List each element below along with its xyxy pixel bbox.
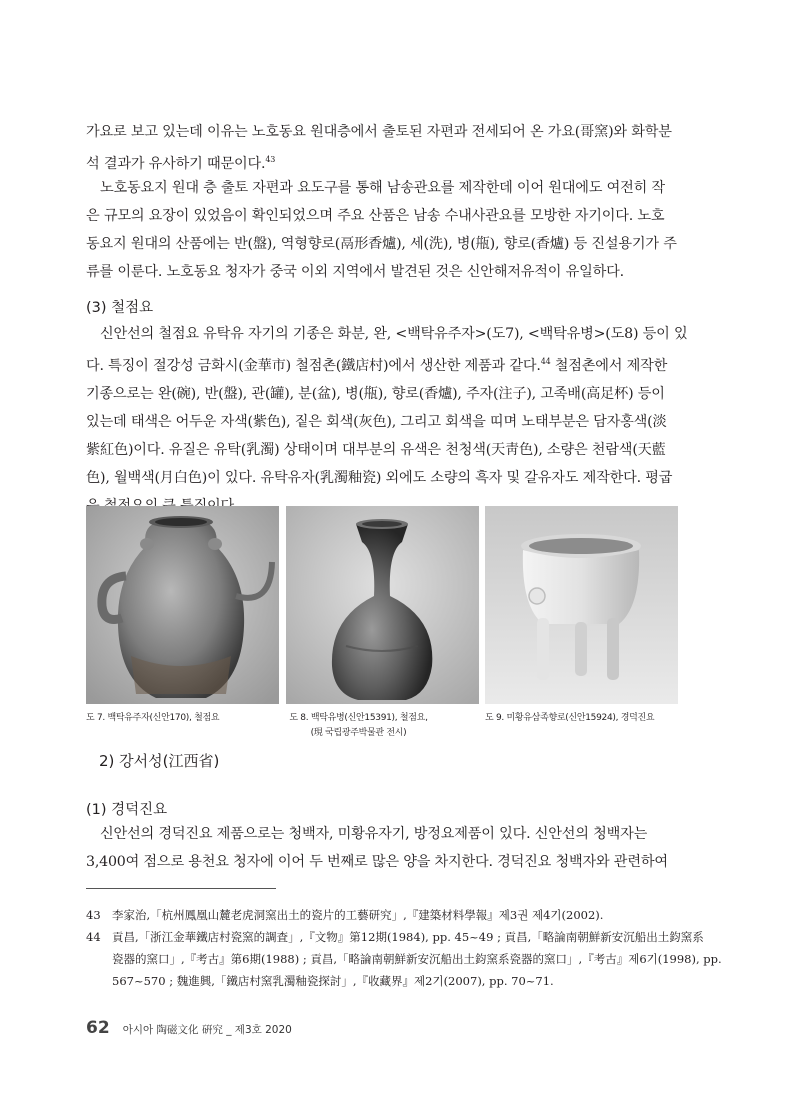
- footnote-43: [86, 904, 726, 926]
- text-line: 은 규모의 요장이 있었음이 확인되었으며 주요 산품은 남송 수내사관요를 모방한 자기이다. 노호: [86, 208, 665, 224]
- footnote-number: 43: [86, 908, 101, 922]
- text-line: 3,400여 점으로 용천요 청자에 이어 두 번째로 많은 양을 차지한다. 경덕진요 청백자와 관련하여: [86, 854, 668, 870]
- paragraph-4: [86, 820, 721, 876]
- figure-7-caption: 도 7. 백탁유주자(신안170), 철점요: [86, 713, 220, 723]
- text-line: 色), 월백색(月白色)이 있다. 유탁유자(乳濁釉瓷) 외에도 소량의 흑자 및 갈유자도 제작한다. 평굽: [86, 470, 673, 486]
- footnote-text: 567~570 ; 魏進興,「鐵店村窯乳濁釉瓷探討」,『收藏界』제2기(2007), pp. 70~71.: [112, 974, 554, 988]
- section-heading-jiangxi: 2) 강서성(江西省): [99, 752, 220, 770]
- text-line: 류를 이룬다. 노호동요 청자가 중국 이외 지역에서 발견된 것은 신안해저유적이 유일하다.: [86, 264, 624, 280]
- footnote-ref-44[interactable]: 44: [540, 357, 551, 366]
- figure-9-caption: 도 9. 미황유삼족향로(신안15924), 경덕진요: [485, 713, 655, 723]
- figure-8-photo: [286, 506, 479, 704]
- text-line: 동요지 원대의 산품에는 반(盤), 역형향로(鬲形香爐), 세(洗), 병(甁), 향로(香爐) 등 진설용기가 주: [86, 236, 677, 252]
- text-line: 신안선의 철점요 유탁유 자기의 기종은 화분, 완, <백탁유주자>(도7), <백탁유병>(도8) 등이 있: [100, 326, 688, 342]
- page-number: 62: [86, 1018, 110, 1038]
- section-heading-cheoljeom: (3) 철점요: [86, 300, 154, 316]
- footnote-44: [86, 926, 726, 992]
- text-line: 기종으로는 완(碗), 반(盤), 관(罐), 분(盆), 병(甁), 향로(香爐), 주자(注子), 고족배(高足杯) 등이: [86, 386, 665, 402]
- text-line: 가요로 보고 있는데 이유는 노호동요 원대층에서 출토된 자편과 전세되어 온 가요(哥窯)와 화학분: [86, 124, 672, 140]
- footnote-number: 44: [86, 930, 101, 944]
- footnote-divider: [86, 888, 276, 889]
- text-line: 있는데 태색은 어두운 자색(紫色), 짙은 회색(灰色), 그리고 회색을 띠며 노태부분은 담자홍색(淡: [86, 414, 667, 430]
- text-line: 석 결과가 유사하기 때문이다.$^{43}$: [86, 155, 276, 172]
- figure-8-caption: 도 8. 백탁유병(신안15391), 철점요, (現 국립광주박물관 전시): [289, 713, 428, 738]
- text-line: 다. 특징이 절강성 금화시(金華市) 철점촌(鐵店村)에서 생산한 제품과 같다.$^{44}$ 철점촌에서 제작한: [86, 357, 668, 374]
- paragraph-3: [86, 320, 721, 520]
- figure-9-photo: [485, 506, 678, 704]
- text-line: 紫紅色)이다. 유질은 유탁(乳濁) 상태이며 대부분의 유색은 천청색(天靑色), 소량은 천람색(天藍: [86, 442, 666, 458]
- footnote-text: 貢昌,「浙江金華鐵店村瓷窯的調査」,『文物』第12期(1984), pp. 45~49 ; 貢昌,「略論南朝鮮新安沉船出土鈞窯系: [112, 930, 704, 944]
- footnote-text: 李家治,「杭州鳳凰山麓老虎洞窯出土的瓷片的工藝研究」,『建築材料學報』제3권 제4기(2002).: [112, 908, 604, 922]
- figure-7-photo: [86, 506, 279, 704]
- journal-title: 아시아 陶磁文化 硏究 _ 제3호 2020: [122, 1024, 292, 1036]
- page-footer: [86, 1018, 292, 1038]
- footnote-text: 瓷器的窯口」,『考古』第6期(1988) ; 貢昌,「略論南朝鮮新安沉船出土鈞窯系瓷器的窯口」,『考古』제6기(1998), pp.: [112, 952, 722, 966]
- text-line: 노호동요지 원대 층 출토 자편과 요도구를 통해 남송관요를 제작한데 이어 원대에도 여전히 작: [100, 180, 665, 196]
- paragraph-2: [86, 174, 721, 286]
- paragraph-1: [86, 118, 721, 178]
- text-line: 신안선의 경덕진요 제품으로는 청백자, 미황유자기, 방정요제품이 있다. 신안선의 청백자는: [100, 826, 648, 842]
- section-heading-jingdezhen: (1) 경덕진요: [86, 802, 168, 818]
- footnote-ref-43[interactable]: 43: [265, 155, 276, 164]
